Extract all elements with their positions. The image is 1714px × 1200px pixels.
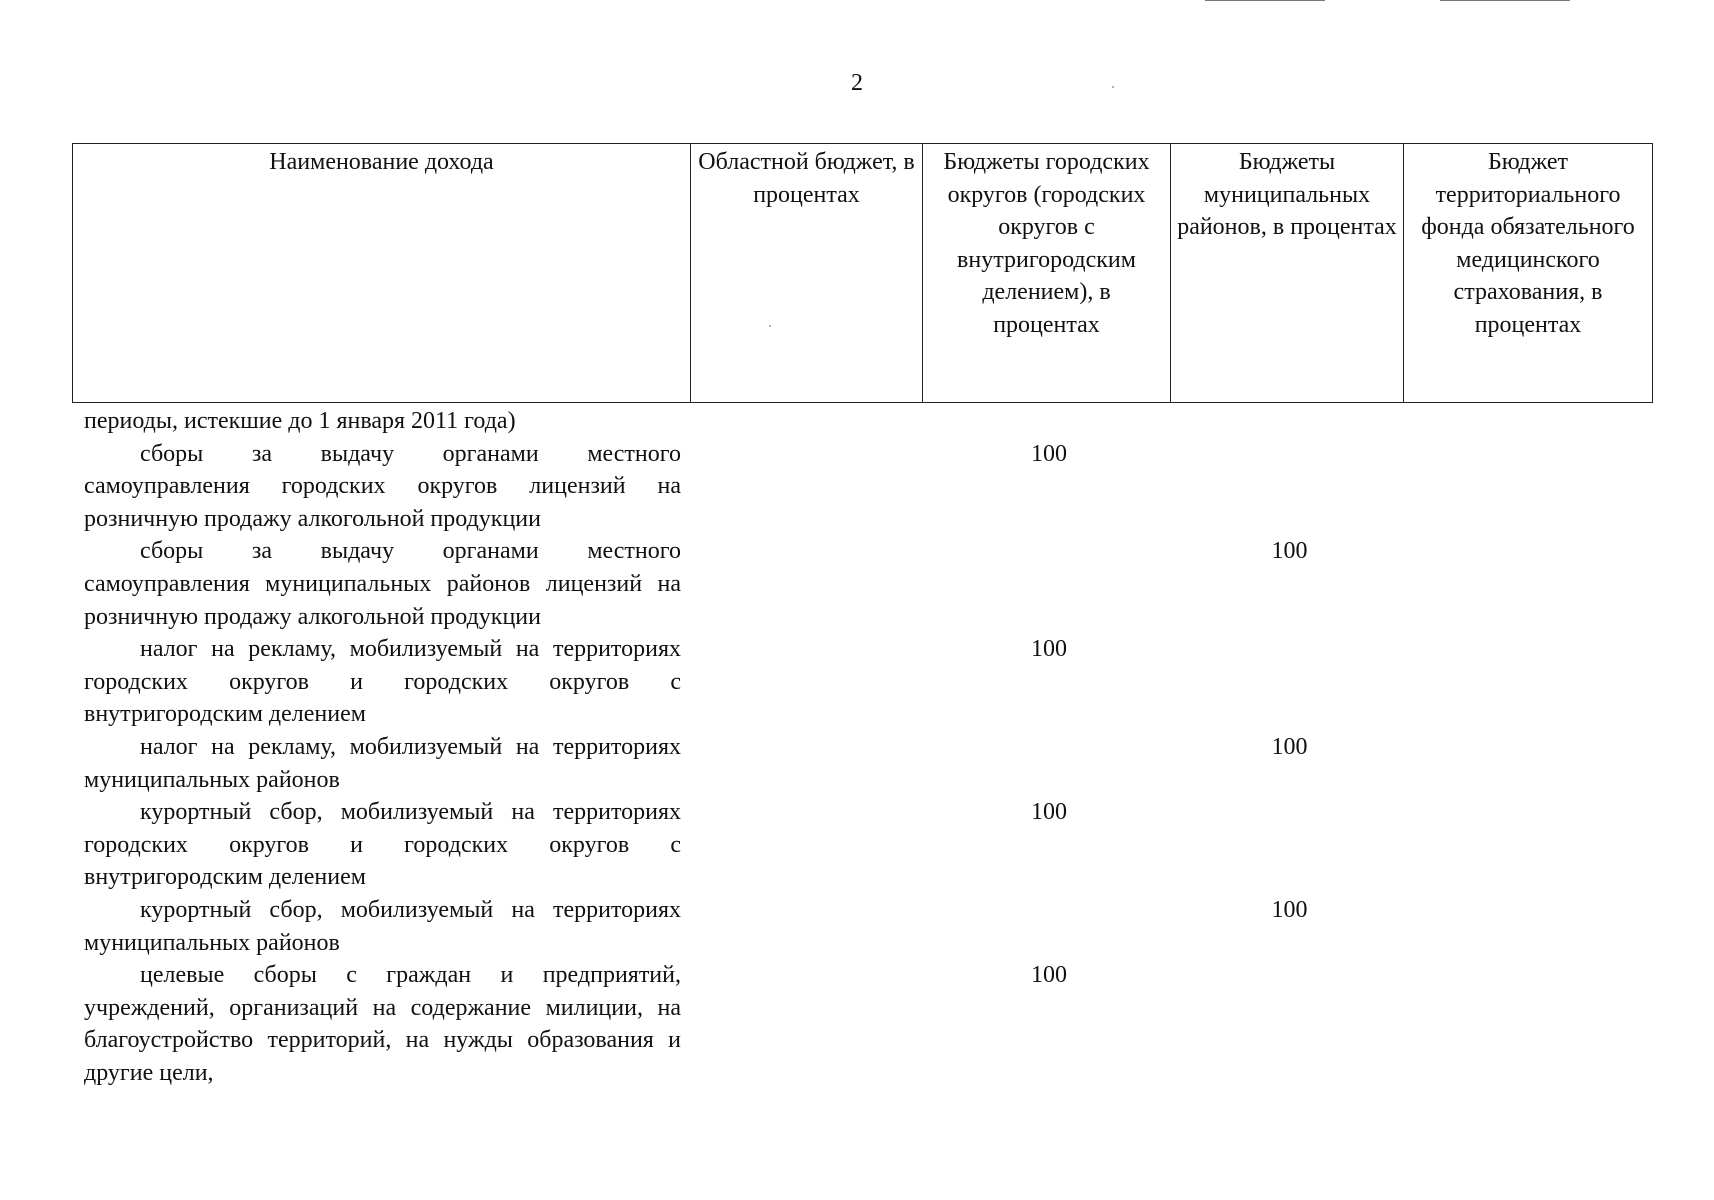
row-fund-value — [1406, 894, 1652, 959]
row-city-value — [925, 894, 1173, 959]
row-municipal-value — [1173, 633, 1406, 731]
header-city-districts-budget: Бюджеты городских округов (городских округов с внутригородским делением), в процентах — [923, 144, 1171, 403]
row-name: сборы за выдачу органами местного самоуправления муниципальных районов лицензий на розничную продажу алкогольной продукции — [84, 538, 681, 630]
scan-artifact-line — [1205, 0, 1325, 1]
row-oblast-value — [709, 959, 925, 1089]
row-city-value: 100 — [1031, 799, 1067, 826]
table-row — [84, 796, 1652, 894]
row-name: периоды, истекшие до 1 января 2011 года) — [84, 408, 516, 434]
row-name: налог на рекламу, мобилизуемый на территориях городских округов и городских округов с внутригородским делением — [84, 636, 681, 728]
header-name: Наименование дохода — [73, 144, 691, 403]
row-name: сборы за выдачу органами местного самоуправления городских округов лицензий на розничную продажу алкогольной продукции — [84, 440, 681, 532]
row-municipal-value: 100 — [1271, 733, 1308, 760]
row-municipal-value — [1173, 438, 1406, 536]
row-name: курортный сбор, мобилизуемый на территориях муниципальных районов — [84, 896, 681, 956]
table-row — [84, 405, 1652, 438]
page-number: 2 — [851, 70, 863, 96]
table-row — [84, 438, 1652, 536]
row-municipal-value — [1173, 959, 1406, 1089]
row-municipal-value — [1173, 796, 1406, 894]
table-header — [72, 143, 1653, 403]
row-oblast-value — [709, 633, 925, 731]
row-municipal-value — [1173, 405, 1406, 438]
row-city-value — [925, 405, 1173, 438]
row-city-value: 100 — [1031, 440, 1067, 467]
row-fund-value — [1406, 633, 1652, 731]
row-oblast-value — [709, 894, 925, 959]
row-oblast-value — [709, 405, 925, 438]
row-municipal-value: 100 — [1271, 896, 1308, 923]
row-fund-value — [1406, 535, 1652, 633]
header-oblast-budget: Областной бюджет, в процентах — [691, 144, 923, 403]
row-city-value: 100 — [1031, 962, 1067, 989]
row-name: налог на рекламу, мобилизуемый на территориях муниципальных районов — [84, 733, 681, 793]
row-name: курортный сбор, мобилизуемый на территориях городских округов и городских округов с внутригородским делением — [84, 799, 681, 891]
row-fund-value — [1406, 796, 1652, 894]
table-row — [84, 731, 1652, 796]
header-row — [73, 144, 1653, 403]
row-city-value — [925, 731, 1173, 796]
row-city-value — [925, 535, 1173, 633]
row-fund-value — [1406, 959, 1652, 1089]
scan-artifact-line — [1440, 0, 1570, 1]
table-row — [84, 959, 1652, 1089]
row-oblast-value — [709, 438, 925, 536]
table-row — [84, 894, 1652, 959]
row-city-value: 100 — [1031, 636, 1067, 663]
row-fund-value — [1406, 405, 1652, 438]
header-medical-fund-budget: Бюджет территориального фонда обязательного медицинского страхования, в процентах — [1404, 144, 1653, 403]
row-oblast-value — [709, 535, 925, 633]
row-fund-value — [1406, 731, 1652, 796]
table-body — [84, 405, 1652, 1089]
table-row — [84, 535, 1652, 633]
table-row — [84, 633, 1652, 731]
row-oblast-value — [709, 796, 925, 894]
row-name: целевые сборы с граждан и предприятий, учреждений, организаций на содержание милиции, на благоустройство территорий, на нужды образования и другие цели, — [84, 962, 681, 1086]
row-municipal-value: 100 — [1271, 538, 1308, 565]
row-oblast-value — [709, 731, 925, 796]
header-municipal-districts-budget: Бюджеты муниципальных районов, в процентах — [1171, 144, 1404, 403]
row-fund-value — [1406, 438, 1652, 536]
